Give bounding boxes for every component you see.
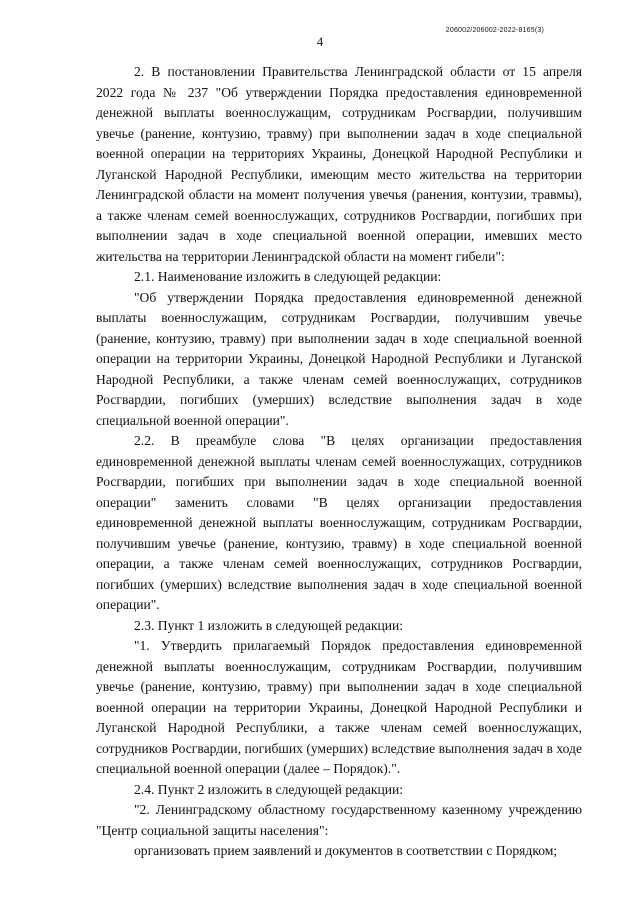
page-number: 4 (316, 34, 324, 49)
document-code: 206002/206002-2022-8165(3) (445, 27, 544, 34)
paragraph-item-2: 2. В постановлении Правительства Ленинградской области от 15 апреля 2022 года № 237 "Об утверждении Порядка предоставления единовременной денежной выплаты военнослужащим, сотрудникам Росгвардии, получившим увечье (ранение, контузию, травму) при выполнении задач в ходе специальной военной операции на территориях Украины, Донецкой Народной Республики и Луганской Народной Республики, имеющим место жительства на территории Ленинградской области на момент получения увечья (ранения, контузии, травмы), а также членам семей военнослужащих, сотрудников Росгвардии, погибших при выполнении задач в ходе специальной военной операции, имевших место жительства на территории Ленинградской области на момент гибели": (96, 64, 582, 264)
paragraph-new-title: "Об утверждении Порядка предоставления единовременной денежной выплаты военнослужащим, сотрудникам Росгвардии, получившим увечье (ранение, контузию, травму) при выполнении задач в ходе специальной военной операции на территории Украины, Донецкой Народной Республики и Луганской Народной Республики, а также членам семей военнослужащих, сотрудников Росгвардии, погибших (умерших) вследствие выполнения задач в ходе специальной военной операции". (96, 289, 582, 428)
document-body (96, 62, 582, 862)
paragraph-item-2-2: 2.2. В преамбуле слова "В целях организации предоставления единовременной денежной выплаты членам семей военнослужащих, сотрудников Росгвардии, погибших при выполнении задач в ходе специальной военной операции" заменить словами "В целях организации предоставления единовременной денежной выплаты военнослужащим, сотрудникам Росгвардии, получившим увечье (ранение, контузию, травму) в ходе специальной военной операции, а также членам семей военнослужащих, сотрудников Росгвардии, погибших (умерших) вследствие выполнения задач в ходе специальной военной операции". (96, 433, 582, 612)
paragraph-new-point-2: "2. Ленинградскому областному государственному казенному учреждению "Центр социальной защиты населения": (96, 802, 582, 838)
paragraph-item-2-1: 2.1. Наименование изложить в следующей редакции: (134, 269, 442, 284)
paragraph-new-point-1: "1. Утвердить прилагаемый Порядок предоставления единовременной денежной выплаты военнослужащим, сотрудникам Росгвардии, получившим увечье (ранение, контузию, травму) при выполнении задач в ходе специальной военной операции на территории Украины, Донецкой Народной Республики и Луганской Народной Республики, а также членам семей военнослужащих, сотрудников Росгвардии, погибших (умерших) вследствие выполнения задач в ходе специальной военной операции (далее – Порядок).". (96, 638, 582, 776)
paragraph-point-2-subitem: организовать прием заявлений и документов в соответствии с Порядком; (134, 843, 558, 858)
paragraph-item-2-3: 2.3. Пункт 1 изложить в следующей редакции: (134, 617, 404, 633)
paragraph-item-2-4: 2.4. Пункт 2 изложить в следующей редакции: (134, 781, 404, 797)
